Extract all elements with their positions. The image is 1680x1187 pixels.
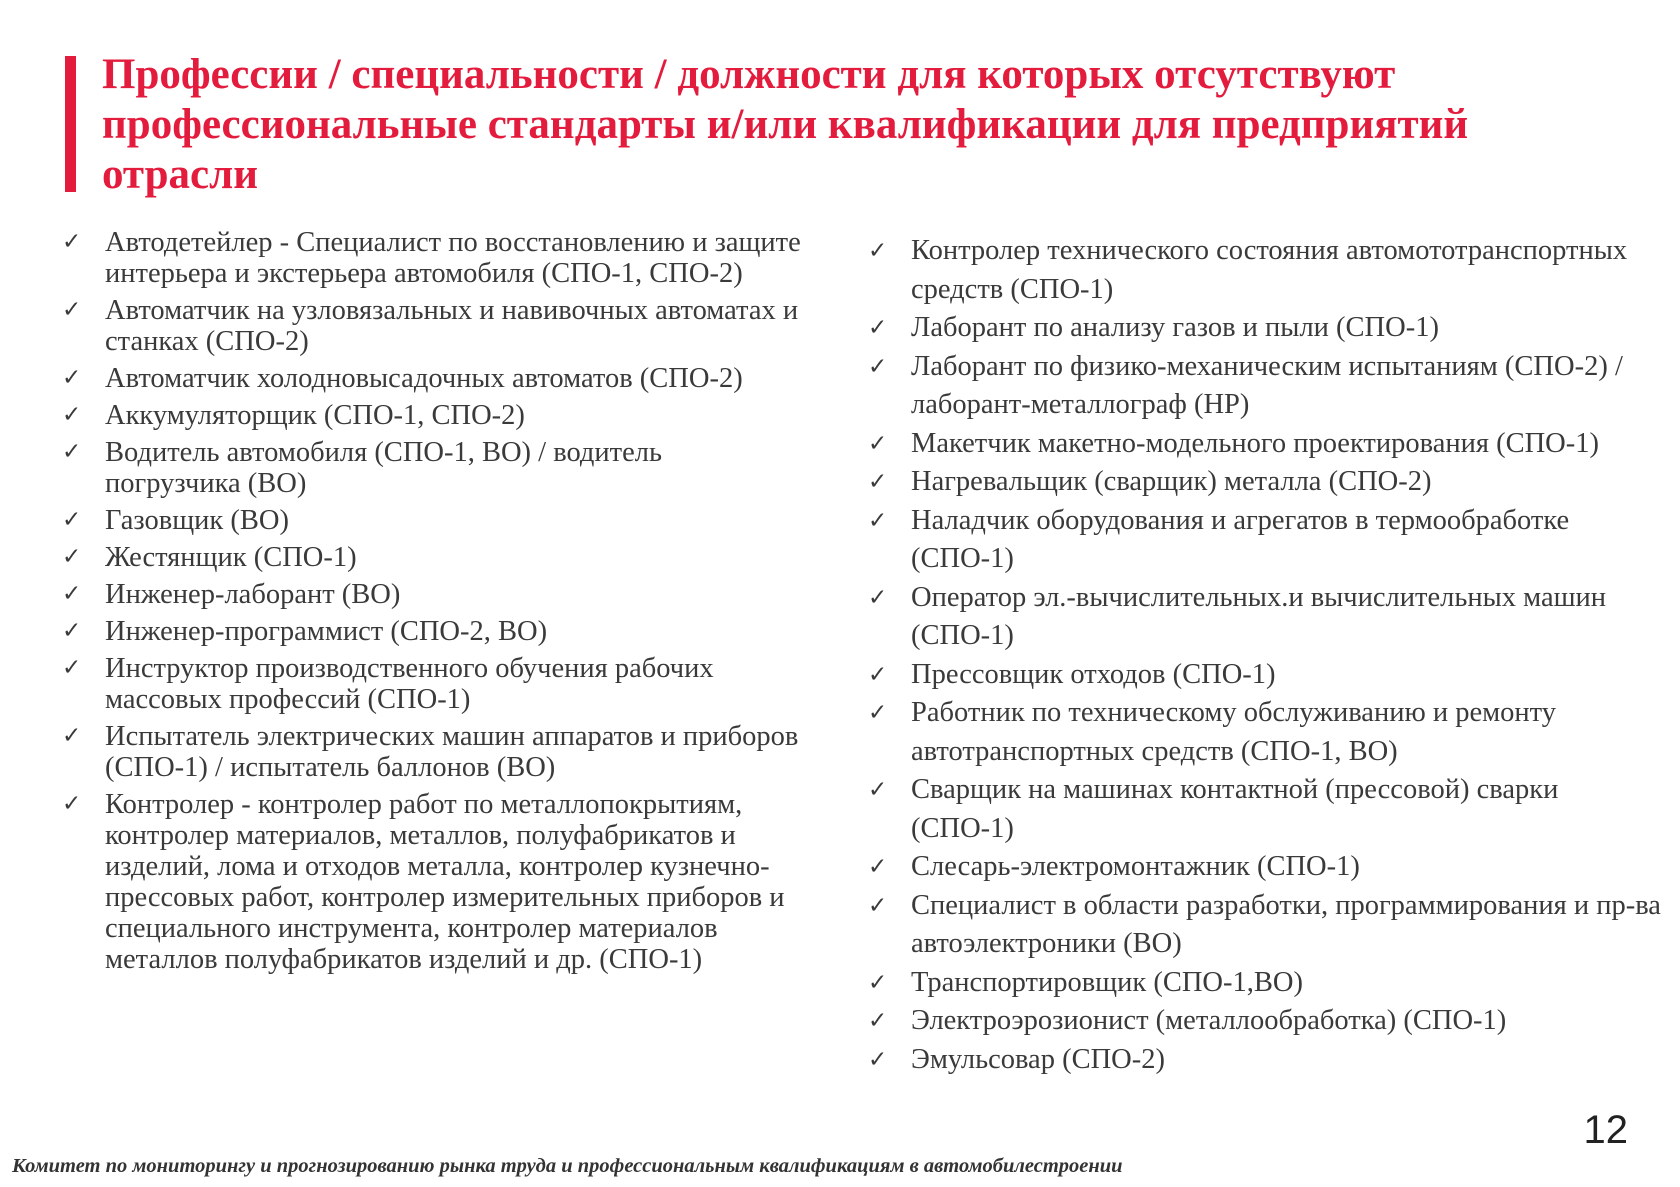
list-item	[62, 400, 802, 431]
list-item-text: Нагревальщик (сварщик) металла (СПО-2)	[911, 466, 1432, 497]
list-item-text: Слесарь-электромонтажник (СПО-1)	[911, 851, 1360, 882]
list-item-text: Аккумуляторщик (СПО-1, СПО-2)	[105, 400, 525, 431]
list-item	[868, 1041, 1668, 1080]
list-item-text: Электроэрозионист (металлообработка) (СПО-1)	[911, 1005, 1507, 1036]
list-item	[868, 425, 1668, 464]
checkmark-icon: ✓	[62, 507, 82, 533]
list-item-text: Контролер технического состояния автомототранспортных средств (СПО-1)	[911, 235, 1628, 305]
list-item	[62, 505, 802, 536]
title-accent-bar	[65, 56, 76, 192]
list-item-text: Транспортировщик (СПО-1,ВО)	[911, 966, 1303, 998]
list-item	[868, 694, 1668, 771]
checkmark-icon: ✓	[868, 507, 888, 534]
list-item-text: Автоматчик холодновысадочных автоматов (СПО-2)	[105, 363, 743, 394]
checkmark-icon: ✓	[868, 584, 888, 611]
checkmark-icon: ✓	[868, 469, 888, 495]
list-item	[62, 721, 802, 783]
footer-committee: Комитет по мониторингу и прогнозированию рынка труда и профессиональным квалификациям в автомобилестроении	[12, 1155, 1123, 1177]
checkmark-icon: ✓	[868, 1046, 888, 1073]
checkmark-icon: ✓	[868, 777, 888, 803]
checkmark-icon: ✓	[62, 791, 82, 817]
checkmark-icon: ✓	[62, 365, 82, 391]
list-item-text: Инженер-программист (СПО-2, ВО)	[105, 616, 548, 647]
list-item-text: Макетчик макетно-модельного проектирования (СПО-1)	[911, 427, 1599, 459]
checkmark-icon: ✓	[62, 439, 82, 465]
list-item-text: Сварщик на машинах контактной (прессовой) сварки (СПО-1)	[911, 774, 1559, 844]
list-item-text: Жестянщик (СПО-1)	[105, 542, 357, 573]
professions-list-left	[62, 227, 802, 981]
list-item	[62, 653, 802, 715]
list-item-text: Испытатель электрических машин аппаратов и приборов (СПО-1) / испытатель баллонов (ВО)	[105, 721, 799, 783]
list-item-text: Контролер - контролер работ по металлопокрытиям, контролер материалов, металлов, полуфабрикатов и изделий, лома и отходов металла, контролер кузнечно-прессовых работ, контролер измерительных приборов и специального инструмента, контролер материалов металлов полуфабрикатов изделий и др. (СПО-1)	[105, 789, 785, 975]
list-item-text: Эмульсовар (СПО-2)	[911, 1043, 1165, 1075]
checkmark-icon: ✓	[868, 661, 888, 688]
checkmark-icon: ✓	[868, 353, 888, 380]
list-item	[62, 579, 802, 610]
page-number: 12	[1583, 1108, 1628, 1152]
checkmark-icon: ✓	[868, 892, 888, 919]
list-item	[868, 771, 1668, 848]
checkmark-icon: ✓	[62, 544, 82, 570]
list-item-text: Водитель автомобиля (СПО-1, ВО) / водитель погрузчика (ВО)	[105, 437, 662, 499]
checkmark-icon: ✓	[868, 1008, 888, 1034]
checkmark-icon: ✓	[868, 315, 888, 341]
list-item	[868, 887, 1668, 964]
list-item-text: Прессовщик отходов (СПО-1)	[911, 658, 1276, 690]
list-item	[62, 437, 802, 499]
checkmark-icon: ✓	[62, 581, 82, 607]
list-item	[868, 348, 1668, 425]
checkmark-icon: ✓	[868, 700, 888, 726]
checkmark-icon: ✓	[868, 238, 888, 264]
list-item	[868, 463, 1668, 502]
list-item-text: Автоматчик на узловязальных и навивочных автоматах и станках (СПО-2)	[105, 295, 799, 357]
professions-list-right	[868, 232, 1668, 1079]
list-item	[62, 789, 802, 975]
list-item-text: Оператор эл.-вычислительных.и вычислительных машин (СПО-1)	[911, 581, 1607, 651]
list-item	[62, 363, 802, 394]
list-item-text: Наладчик оборудования и агрегатов в термообработке (СПО-1)	[911, 504, 1570, 574]
list-item-text: Специалист в области разработки, программирования и пр-ва автоэлектроники (ВО)	[911, 889, 1661, 959]
list-item	[62, 542, 802, 573]
checkmark-icon: ✓	[868, 969, 888, 996]
checkmark-icon: ✓	[62, 402, 82, 428]
list-item-text: Автодетейлер - Специалист по восстановлению и защите интерьера и экстерьера автомобиля (СПО-1, СПО-2)	[105, 227, 801, 289]
checkmark-icon: ✓	[62, 229, 82, 255]
list-item	[868, 579, 1668, 656]
list-item-text: Работник по техническому обслуживанию и ремонту автотранспортных средств (СПО-1, ВО)	[911, 697, 1557, 767]
checkmark-icon: ✓	[868, 430, 888, 457]
checkmark-icon: ✓	[868, 854, 888, 880]
checkmark-icon: ✓	[62, 655, 82, 681]
list-item-text: Инженер-лаборант (ВО)	[105, 579, 401, 610]
list-item	[62, 616, 802, 647]
list-item	[62, 227, 802, 289]
list-item	[868, 1002, 1668, 1041]
list-item	[868, 232, 1668, 309]
list-item	[868, 964, 1668, 1003]
list-item-text: Лаборант по анализу газов и пыли (СПО-1)	[911, 312, 1439, 343]
checkmark-icon: ✓	[62, 618, 82, 644]
list-item-text: Инструктор производственного обучения рабочих массовых профессий (СПО-1)	[105, 653, 714, 715]
list-item	[868, 656, 1668, 695]
slide-title: Профессии / специальности / должности для которых отсутствуют профессиональные стандарты и/или квалификации для предприятий отрасли	[102, 51, 1469, 198]
list-item	[62, 295, 802, 357]
list-item	[868, 309, 1668, 348]
checkmark-icon: ✓	[62, 723, 82, 749]
list-item	[868, 848, 1668, 887]
checkmark-icon: ✓	[62, 297, 82, 323]
list-item-text: Газовщик (ВО)	[105, 505, 289, 536]
list-item-text: Лаборант по физико-механическим испытаниям (СПО-2) / лаборант-металлограф (НР)	[911, 350, 1623, 420]
list-item	[868, 502, 1668, 579]
